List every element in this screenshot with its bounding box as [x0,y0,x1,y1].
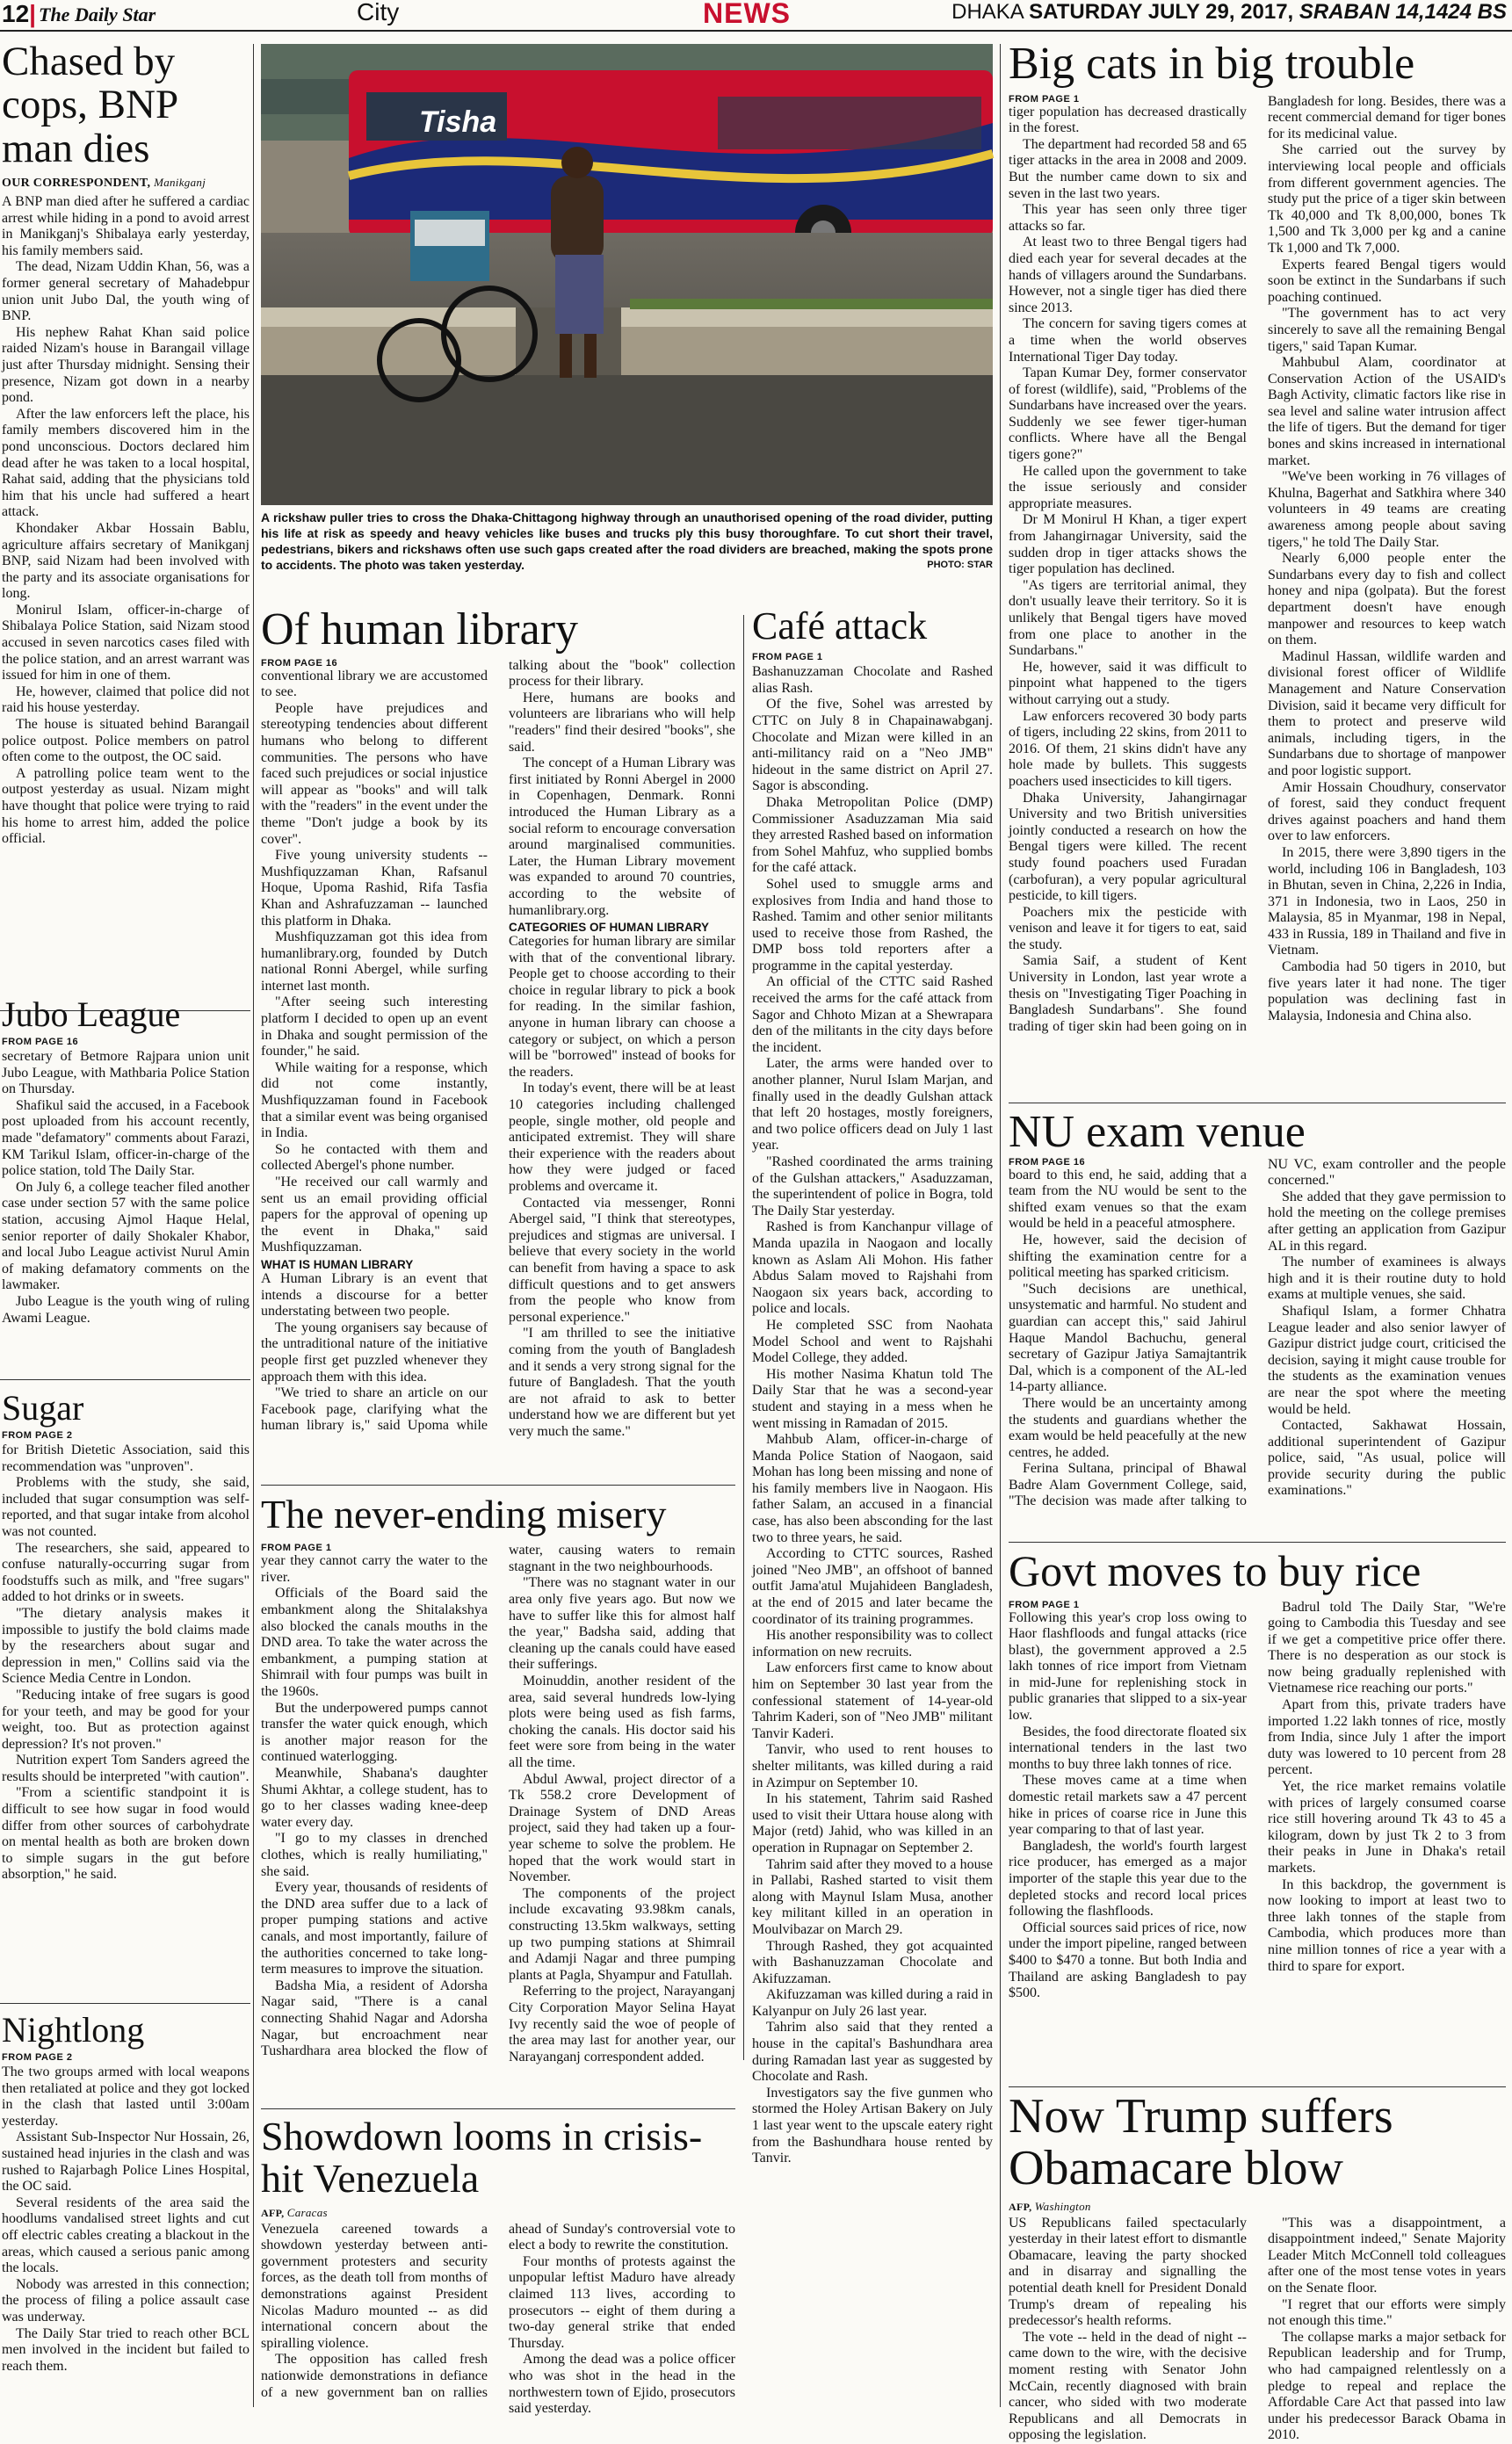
article-body: A BNP man died after he suffered a cardiac arrest while hiding in a pond to avoid arrest in Manikganj's Shibalaya early yesterday, his family members said. The dead, Nizam Uddin Khan, 56, was a former general secretary of Mahadebpur union unit Jubo Dal, the youth wing of BNP. His nephew Rahat Khan said police raided Nizam's house in Barangail village just after Thursday midnight. Sensing their presence, Nizam got down in a nearby pond. After the law enforcers left the place, his family members discovered him in the pond unconscious. Doctors declared him dead after he was taken to a local hospital, Rahat said, adding that the physicians told him that his uncle had suffered a heart attack. Khondaker Akbar Hossain Bablu, agriculture affairs secretary of Manikganj BNP, said Nizam had been involved with the party and its associate organisations for long. Monirul Islam, officer-in-charge of Shibalaya Police Station, said Nizam stood accused in seven narcotics cases filed with the police station, and an arrest warrant was issued for him in one of them. He, however, claimed that police did not raid his house yesterday. The house is situated behind Barangail police outpost. Police members on patrol often come to the outpost, the OC said. A patrolling police team went to the outpost yesterday as usual. Nizam might have thought that police were trying to raid his home to arrest him, added the police official. [2,194,250,847]
article-human-library [261,606,735,1485]
paragraph: People have prejudices and stereotyping tendencies about different humans who belong to different communities. The persons who have faced such prejudices or social injustice will appear as "books" and will talk with the "readers" in the event under the theme "Don't judge a book by its cover". [261,700,488,847]
paragraph: So he contacted with them and collected Abergel's phone number. [261,1141,488,1174]
paragraph: Law enforcers first came to know about him on September 30 last year from the confessional statement of 14-year-old Tahrim Kaderi, son of "Neo JMB" militant Tanvir Kaderi. [752,1660,993,1741]
paragraph: "After seeing such interesting platform I decided to open up an event in Dhaka and sought permission of the founder," he said. [261,994,488,1059]
paragraph: Through Rashed, they got acquainted with Bashanuzzaman Chocolate and Akifuzzaman. [752,1938,993,1986]
jump-line: FROM PAGE 16 [2,1037,79,1047]
paragraph: Venezuela careened towards a showdown yesterday between anti-government protesters and security forces, as the death toll from months of demonstrations against President Nicolas Maduro mounted -- as did international concern about the spiralling violence. [261,2221,488,2351]
section-rule [1009,1542,1506,1543]
headline: Sugar [2,1388,84,1428]
paragraph: Contacted via messenger, Ronni Abergel said, "I think that stereotypes, prejudices and stigmas are universal. I believe that every society in the world can benefit from having a space to ask difficult questions and to get answers from the people who know from personal experience." [509,1195,735,1325]
article-trump-obamacare [1009,2089,1506,2443]
paragraph: "I regret that our efforts were simply not enough this time." [1268,2296,1506,2329]
article-never-ending-misery [261,1493,735,2108]
paragraph: The collapse marks a major setback for Republican leadership and for Trump, who had campaigned relentlessly on a pledge to repeal and replace the Affordable Care Act that passed into law under his predecessor Barack Obama in 2010. [1268,2329,1506,2443]
paragraph: "I go to my classes in drenched clothes, which is really humiliating," she said. [261,1831,488,1879]
section-rule [261,1485,735,1486]
paragraph: Meanwhile, Shabana's daughter Shumi Akhtar, a college student, has to go to her classes wading knee-deep water every day. [261,1766,488,1830]
section-name: City [357,0,400,25]
paragraph: "As tigers are territorial animal, they don't usually leave their territory. So it is unlikely that Bengal tigers have moved from one place to another in the Sundarbans." [1009,577,1247,659]
paragraph: year they cannot carry the water to the river. [261,1553,488,1585]
paragraph: Every year, thousands of residents of the DND area suffer due to a lack of proper pumping stations and active canals, and most importantly, failure of the authorities concerned to take long-term measures to improve the situation. [261,1880,488,1978]
jump-line: FROM PAGE 1 [261,1543,332,1554]
paragraph: These moves came at a time when domestic retail markets saw a 47 percent hike in prices of coarse rice in June this year comparing to that of last year. [1009,1773,1247,1838]
paragraph: His another responsibility was to collect information on new recruits. [752,1628,993,1659]
paragraph: In his statement, Tahrim said Rashed used to visit their Uttara house along with Major (retd) Jahid, who was killed in an operation in Rupnagar on September 2. [752,1791,993,1855]
article-venezuela [261,2114,735,2417]
headline: NU exam venue [1009,1107,1306,1157]
article-cafe-attack [752,606,993,2411]
news-banner: NEWS [703,0,791,29]
paragraph: "There was no stagnant water in our area only five years ago. But now we have to suffer like this for almost half the year," Badsha said, adding that cleaning up the canals could have eased their sufferings. [509,1575,735,1673]
photo-credit: PHOTO: STAR [927,560,993,570]
article-body [261,658,735,1441]
paragraph: "Such decisions are unethical, unsystematic and harmful. No student and guardian can accept this," said Jahirul Haque Mandol Bachuchu, general secretary of Gazipur Jatiya Samajtantrik Dal, which is a component of the AL-led 14-party alliance. [1009,1281,1247,1395]
headline: The never-ending misery [261,1492,667,1537]
paragraph: Bashanuzzaman Chocolate and Rashed alias Rash. [752,664,993,696]
headline: Chased by cops, BNP man dies [2,39,177,171]
paragraph: His mother Nasima Khatun told The Daily Star that he was a second-year student and staying in a mess when he went missing in Ramadan of 2015. [752,1366,993,1431]
jump-line: FROM PAGE 2 [2,2052,73,2063]
headline: Govt moves to buy rice [1009,1546,1422,1595]
paragraph: Madinul Hassan, wildlife warden and divisional forest officer of Wildlife Management and Nature Conservation Division, said it became very difficult for them to protect and preserve wild animals, including tigers, in the Sundarbans due to shortage of manpower and poor logistic support. [1268,648,1506,778]
byline: OUR CORRESPONDENT, Manikganj [2,176,206,191]
paragraph: Of the five, Sohel was arrested by CTTC on July 8 in Chapainawabganj. Chocolate and Mizan were killed in an anti-militancy raid on a "Neo JMB" hideout in the same district on April 27. Sagor is absconding. [752,697,993,794]
dateline: DHAKA SATURDAY JULY 29, 2017, SRABAN 14,1424 BS [951,0,1507,24]
paragraph: "Rashed coordinated the arms training of the Gulshan attackers," Asaduzzaman, the superintendent of police in Bogra, told The Daily Star yesterday. [752,1154,993,1218]
headline: Of human library [261,604,579,654]
article-body: The two groups armed with local weapons then retaliated at police and they got locked in the clash that lasted until 3:00am yesterday. Assistant Sub-Inspector Nur Hossain, 26, sustained head injuries in the clash and was rushed to Rajarbagh Police Lines Hospital, the OC said. Several residents of the area said the hoodlums vandalised street lights and cut off electric cables creating a blackout in the areas, which caused a serious panic among the locals. Nobody was arrested in this connection; the process of filing a police assault case was underway. The Daily Star tried to reach other BCL men involved in the incident but failed to reach them. [2,2064,250,2374]
news-photo [261,44,993,505]
article-body [1009,2216,1506,2444]
paragraph: The concept of a Human Library was first initiated by Ronni Abergel in 2000 in Copenhagen, Denmark. Ronni introduced the Human Library as a social reform to encourage conversation around marginalised communities. Later, the Human Library movement was expanded to around 70 countries, according to the website of humanlibrary.org. [509,756,735,918]
paragraph: "The government has to act very sincerely to save all the remaining Bengal tigers," said Tapan Kumar. [1268,306,1506,354]
paragraph: Mushfiquzzaman got this idea from humanlibrary.org, founded by Dutch national Ronni Abergel, while surfing internet last month. [261,929,488,994]
paragraph: Tahrim also said that they rented a house in the capital's Bashundhara area during Ramadan last year as suggested by Chocolate and Rash. [752,2020,993,2085]
paragraph: The young organisers say because of the untraditional nature of the initiative people first get puzzled whenever they approach them with this idea. [261,1320,488,1385]
paragraph: Contacted, Sakhawat Hossain, additional superintendent of Gazipur police, said, "As usual, police will provide security during the public examinations." [1268,1418,1506,1499]
paragraph: US Republicans failed spectacularly yesterday in their latest effort to dismantle Obamacare, leaving the party shocked and in disarray and signalling the potential death knell for President Donald Trump's dream of repealing his predecessor's health reforms. [1009,2215,1247,2329]
paragraph: At least two to three Bengal tigers had died each year for several decades at the hands of villagers around the Sundarbans. However, not a single tiger has died there since 2013. [1009,235,1247,315]
paragraph: An official of the CTTC said Rashed received the arms for the café attack from Sagor and Chhoto Mizan at a Shewrapara den of the militants in the city days before the incident. [752,974,993,1055]
article-jubo-league [2,996,250,1379]
jump-line: FROM PAGE 1 [1009,1599,1080,1610]
section-rule [1009,2086,1506,2087]
jump-line: FROM PAGE 2 [2,1430,73,1441]
paragraph: Yet, the rice market remains volatile with prices of largely consumed coarse rice still hovering around Tk 43 to 45 a kilogram, down by just Tk 2 to 3 from their peaks in June in Dhaka's retail markets. [1268,1779,1506,1876]
page-number: 12| [2,0,36,27]
paragraph: Categories for human library are similar with that of the conventional library. People get to choose according to their choice in regular library to pick a book for reading. In the similar fashion, anyone in human library can choose a category or subject, on which a person will be "borrowed" instead of books for the readers. [509,934,735,1080]
paragraph: In this backdrop, the government is now looking to import at least two to three lakh tonnes of the staple from Cambodia, which produces more than nine million tonnes of rice a year with a third to spare for export. [1268,1876,1506,1974]
paragraph: Besides, the food directorate floated six international tenders in the last two months to buy three lakh tonnes of rice. [1009,1724,1247,1772]
headline: Café attack [752,604,928,647]
article-nightlong [2,2012,250,2411]
article-body: for British Dietetic Association, said this recommendation was "unproven". Problems with the study, she said, included that sugar consumption was self-reported, and that sugar intake from alcohol was not counted. The researchers, she said, appeared to confuse naturally-occurring sugar from foodstuffs such as milk, and "free sugars" added to hot drinks or in sweets. "The dietary analysis makes it impossible to justify the bold claims made by the researchers about sugar and depression in men," Collins said via the Science Media Centre in London. "Reducing intake of free sugars is good for your teeth, and may be good for your weight, too. But as protection against depression? It's not proven." Nutrition expert Tom Sanders agreed the results should be interpreted "with caution". "From a scientific standpoint it is difficult to see how sugar in food would differ from other sources of carbohydrate on mental health as both are broken down to simple sugars in the gut before absorption," he said. [2,1443,250,1883]
article-body: secretary of Betmore Rajpara union unit Jubo League, with Mathbaria Police Station on Thursday. Shafikul said the accused, in a Facebook post uploaded from his account recently, made "defamatory" comments about Farazi, KM Tarikul Islam, officer-in-charge of the police station, told The Daily Star. On July 6, a college teacher filed another case under section 57 with the same police station, accusing Ajmol Haque Helal, senior reporter of daily Shokaler Khabor, and local Jubo League activist Nurul Amin of making defamatory comments on the lawmaker. Jubo League is the youth wing of ruling Awami League. [2,1049,250,1326]
headline: Nightlong [2,2010,145,2050]
paragraph: While waiting for a response, which did not come instantly, Mushfiquzzaman found in Facebook that a similar event was being organised in India. [261,1059,488,1141]
paragraph: Samia Saif, a student of Kent University in London, last year wrote a thesis on "Investigating Tiger Poaching in Bangladesh Sundarbans". She found trading of tiger skin had been going on in Bangladesh for long. Besides, there was a recent commercial demand for tiger bones for its medicinal value. [1009,93,1506,1034]
paragraph: Badrul told The Daily Star, "We're going to Cambodia this Tuesday and see if we get a competitive price offer there. There is no desperation as our stock is now being gradually replenished with Vietnamese rice reaching our ports." [1268,1599,1506,1696]
headline: Showdown looms in crisis-hit Venezuela [261,2114,703,2202]
paragraph: Tahrim said after they moved to a house in Pallabi, Rashed started to visit them along with Maynul Islam Musa, another key militant killed in an operation in Moulvibazar on March 29. [752,1856,993,1937]
paragraph: Experts feared Bengal tigers would soon be extinct in the Sundarbans if such poaching continued. [1268,257,1506,305]
byline: AFP, Caracas [261,2205,328,2219]
headline: Now Trump suffers Obamacare blow [1009,2089,1393,2195]
paragraph: Tanvir, who used to rent houses to shelter militants, was killed during a raid in Azimpur on September 10. [752,1742,993,1790]
paragraph: Tapan Kumar Dey, former conservator of forest (wildlife), said, "Problems of the Sundarbans have increased over the years. Suddenly we see fewer tiger-human conflicts. Where have all the Bengal tigers gone?" [1009,365,1247,463]
paragraph: The components of the project include excavating 93.98km canals, constructing 13.5km walkways, setting up two pumping stations at Shimrail and Adamji Nagar and three pumping plants at Pagla, Shyampur and Fatullah. [509,1885,735,1983]
paragraph: tiger population has decreased drastically in the forest. [1009,104,1247,136]
paragraph: He called upon the government to take the issue seriously and consider appropriate measures. [1009,463,1247,511]
paragraph: The number of examinees is always high and it is their routine duty to hold exams at multiple venues, she said. [1268,1255,1506,1303]
paragraph: The vote -- held in the dead of night -- came down to the wire, with the decisive moment resting with Senator John McCain, recently diagnosed with brain cancer, who sided with two moderate Republicans and all Democrats in opposing the legislation. [1009,2329,1247,2443]
paragraph: According to CTTC sources, Rashed joined "Neo JMB", an offshoot of banned outfit Jama'atul Mujahideen Bangladesh, at the end of 2015 and later became the coordinator of its training programmes. [752,1546,993,1627]
article-body [1009,94,1506,1036]
byline: AFP, Washington [1009,2199,1091,2213]
article-sugar [2,1390,250,2005]
article-body [1009,1157,1506,1510]
paragraph: Ferina Sultana, principal of Bhawal Badre Alam Government College, said, "The decision was made after talking to NU VC, exam controller and the people concerned." [1009,1156,1506,1509]
paragraph: Cambodia had 50 tigers in 2010, but five years later it had none. The tiger population was declining fast in Malaysia, Indonesia and China also. [1268,959,1506,1023]
section-rule [261,2108,735,2109]
masthead [0,0,1512,32]
jump-line: FROM PAGE 16 [261,657,338,669]
subheading: CATEGORIES OF HUMAN LIBRARY [509,921,709,935]
paragraph: He, however, said the decision of shifting the examination centre for a political meeting has sparked criticism. [1009,1232,1247,1281]
column-rule [743,615,744,2060]
article-body [752,664,993,2167]
paragraph: Dr M Monirul H Khan, a tiger expert from Jahangirnagar University, said the sudden drop in tiger attacks shows the tiger population has declined. [1009,512,1247,577]
paragraph: Among the dead was a police officer who was shot in the head in the northwestern town of Ejido, prosecutors said yesterday. [509,2352,735,2417]
paragraph: Four months of protests against the unpopular leftist Maduro have already claimed 113 lives, according to prosecutors -- eight of them during a two-day general strike that ended Thursday. [509,2253,735,2351]
paragraph: "We've been working in 76 villages of Khulna, Bagerhat and Satkhira where 340 volunteers in 49 teams are creating awareness among people about saving tigers," he told The Daily Star. [1268,469,1506,550]
paragraph: Badsha Mia, a resident of Adorsha Nagar said, "There is a canal connecting Shahid Nagar and Adorsha Nagar, but encroachment near Tushardhara area blocked the flow of water, causing waters to remain stagnant in the two neighbourhoods. [261,1543,735,2059]
paragraph: She carried out the survey by interviewing local people and officials from different government agencies. The study put the price of a tiger skin between Tk 40,000 and Tk 8,00,000, bones Tk 1,500 and Tk 3,000 per kg and a canine Tk 1,000 and Tk 7,000. [1268,142,1506,256]
paragraph: Nearly 6,000 people enter the Sundarbans every day to fish and collect honey and nipa (golpata). But the forest department doesn't have enough manpower and resources to keep watch on them. [1268,551,1506,648]
paragraph: Official sources said prices of rice, now under the import pipeline, ranged between $400 to $470 a tonne. But both India and Thailand are asking Bangladesh to pay $500. [1009,1920,1248,2001]
paragraph: Akifuzzaman was killed during a raid in Kalyanpur on July 26 last year. [752,1987,993,2019]
paragraph: Sohel used to smuggle arms and explosives from India and hand those to Rashed. Tamim and other senior militants used to receive those from Rashed, the DMP boss told reporters after a programme in the capital yesterday. [752,876,993,973]
photo-caption: A rickshaw puller tries to cross the Dhaka-Chittagong highway through an unauthorised opening of the road divider, putting his life at risk as speedy and heavy vehicles like buses and trucks ply this busy thoroughfare. To cut short their travel, pedestrians, bikers and rickshaws often use such gaps created after the road dividers are breached, making the spots prone to accidents. The photo was taken yesterday. PHOTO: STAR [261,510,993,572]
jump-line: FROM PAGE 16 [1009,1156,1086,1168]
paragraph: Shafiqul Islam, a former Chhatra League leader and also senior lawyer of Gazipur district judge court, criticised the decision, saying it might cause trouble for the students as the examination venues are near the spot where the meeting would be held. [1268,1303,1506,1417]
paragraph: Mahbub Alam, officer-in-charge of Manda Police Station of Naogaon, said Mohan has long been missing and none of his family members live in Naogaon. His father Salam, an accused in a financial case, has also been absconding for the last two to three years, he said. [752,1432,993,1545]
paragraph: Dhaka Metropolitan Police (DMP) Commissioner Asaduzzaman Mia said they arrested Rashed based on information from Sohel Mahfuz, who supplied bombs for the café attack. [752,794,993,876]
article-nu-exam-venue [1009,1109,1506,1539]
paragraph: He completed SSC from Naohata Model School and went to Rajshahi Model College, they added. [752,1317,993,1366]
article-big-cats [1009,40,1506,1099]
paragraph: A Human Library is an event that intends a discourse for a better understating between two people. [261,1270,488,1320]
bus-name: Tisha [419,105,497,139]
column-rule [253,44,254,2407]
paragraph: Following this year's crop loss owing to Haor flashfloods and fungal attacks (rice blast), the government approved a 2.5 lakh tonnes of rice import from Vietnam in mid-June for replenishing stock in public granaries that slipped to a six-year low. [1009,1609,1247,1724]
headline: Big cats in big trouble [1009,39,1415,89]
article-body [1009,1600,1506,2002]
article-govt-buy-rice [1009,1548,1506,2084]
headline: Jubo League [2,994,181,1034]
paragraph: Abdul Awwal, project director of a Tk 558.2 crore Development of Drainage System of DND Areas project, said they had taken up a four-year scheme to solve the problem. He hoped that the work would start in November. [509,1771,735,1885]
paragraph: Moinuddin, another resident of the area, said several hundreds low-lying plots were being used as fish farms, choking the canals. His doctor said his feet were sore from being in the water all the time. [509,1674,735,1771]
subheading: WHAT IS HUMAN LIBRARY [261,1257,414,1271]
paragraph: "We tried to share an article on our Facebook page, clarifying what the human library is," said Upoma while talking about the "book" collection process for their library. [261,657,735,1434]
paragraph: "This was a disappointment, a disappointment indeed," Senate Majority Leader Mitch McConnell told colleagues after one of the most tense votes in years on the Senate floor. [1268,2215,1506,2296]
jump-line: FROM PAGE 1 [752,652,823,663]
paragraph: Mahbubul Alam, coordinator at Conservation Action of the USAID's Bagh Activity, climatic factors like rise in sea level and saline water intrusion affect the life of tigers. But the demand for tiger bones and skins increased in international market. [1268,355,1506,468]
paragraph: Bangladesh, the world's fourth largest rice producer, has emerged as a major importer of the staple this year due to the depleted stocks and record local prices following the flashfloods. [1009,1838,1247,1920]
paragraph: "He received our call warmly and sent us an email providing official papers for the approval of opening up the event in Dhaka," said Mushfiquzzaman. [261,1175,488,1255]
paragraph: Amir Hossain Choudhury, conservator of forest, said they conduct frequent drives against poachers and hand them over to law enforcers. [1268,779,1506,844]
paragraph: Investigators say the five gunmen who stormed the Holey Artisan Bakery on July 1 last year went to the upscale eatery right from the Bashundhara house rented by Tanvir. [752,2085,993,2166]
paragraph: Here, humans are books and volunteers are librarians who will help "readers" find their desired "books", she said. [509,690,735,755]
paragraph: In 2015, there were 3,890 tigers in the world, including 106 in Bangladesh, 103 in Bhutan, seven in China, 2,226 in India, 371 in Indonesia, two in Laos, 250 in Malaysia, 85 in Myanmar, 198 in Nepal, 433 in Russia, 189 in Thailand and five in Vietnam. [1268,844,1506,958]
paragraph: This year has seen only three tiger attacks so far. [1009,202,1247,234]
article-body [261,2222,735,2418]
paragraph: board to this end, he said, adding that a team from the NU would be sent to the shifted exam venues so that the exam would be held in a peaceful atmosphere. [1009,1167,1247,1232]
paragraph: There would be an uncertainty among the students and guardians whether the exam would be held peacefully at the new centres, he added. [1009,1395,1247,1460]
paragraph: Referring to the project, Narayanganj City Corporation Mayor Selina Hayat Ivy recently said the woe of people of the area may last for another year, our Narayanganj correspondent added. [509,1984,735,2064]
paragraph: The opposition has called fresh nationwide demonstrations in defiance of a new government ban on rallies ahead of Sunday's controversial vote to elect a body to rewrite the constitution. [261,2221,735,2400]
jump-line: FROM PAGE 1 [1009,93,1080,105]
paragraph: Rashed is from Kanchanpur village of Manda upazila in Naogaon and locally known as Aslam Ali Mohon. His father Abdus Salam moved to Rajshahi from Naogaon six years back, according to police and locals. [752,1219,993,1317]
paragraph: "I am thrilled to see the initiative coming from the youth of Bangladesh and it sends a very strong signal for the future of Bangladesh. That the youth are not afraid to ask to better understand how we are different but yet very much the same." [509,1326,735,1439]
paragraph: The department had recorded 58 and 65 tiger attacks in the area in 2008 and 2009. But the number came down to six and seven in the last two years. [1009,136,1248,201]
paragraph: In today's event, there will be at least 10 categories including challenged people, single mother, old people and anticipated extremist. They will share their experience with the readers about how they were judged or faced problems and overcame it. [509,1081,735,1194]
paragraph: The concern for saving tigers comes at a time when the world observes International Tiger Day today. [1009,316,1247,365]
article-chased-by-cops [2,40,250,1010]
paragraph: She added that they gave permission to hold the meeting on the college premises after getting an application from Gazipur AL in this regard. [1268,1189,1506,1254]
paragraph: conventional library we are accustomed to see. [261,668,488,700]
paragraph: But the underpowered pumps cannot transfer the water quick enough, which is another major reason for the continued waterlogging. [261,1700,488,1765]
paragraph: Law enforcers recovered 30 body parts of tigers, including 22 skins, from 2011 to 2016. Of them, 21 skins didn't have any hole made by bullets. This suggests poachers used insecticides to kill tigers. [1009,708,1247,789]
section-rule [0,1379,250,1380]
paragraph: Apart from this, private traders have imported 1.22 lakh tonnes of rice, mostly from India, since July 1 after the import duty was lowered to 10 percent from 28 percent. [1268,1697,1506,1778]
paragraph: Later, the arms were handed over to another planner, Nurul Islam Marjan, and finally used in the deadly Gulshan attack that left 20 hostages, mostly foreigners, and two police officers dead on July 1 last year. [752,1056,993,1153]
paragraph: Five young university students -- Mushfiquzzaman Khan, Rafsanul Hoque, Upoma Rashid, Rifa Tasfia Khan and Ashrafuzzaman -- launched this platform in Dhaka. [261,848,488,929]
paragraph: Poachers mix the pesticide with venison and leave it for tigers to eat, said the study. [1009,904,1247,952]
article-body [261,1543,735,2065]
newspaper-logo: The Daily Star [39,4,156,25]
paragraph: He, however, said it was difficult to pinpoint what happened to the tigers without carrying out a study. [1009,659,1247,707]
column-rule [1000,44,1001,2407]
paragraph: Dhaka University, Jahangirnagar University and two British universities jointly conducted a research on how the Bengal tigers were killed. The recent study found poachers used Furadan (carbofuran), a very popular agricultural pesticide, to kill tigers. [1009,790,1247,904]
paragraph: Officials of the Board said the embankment along the Shitalakshya also blocked the canals mouths in the DND area. To take the water across the embankment, a pumping station at Shimrail with four pumps was built in the 1960s. [261,1586,488,1700]
rickshaw-highway-photo [261,44,993,505]
